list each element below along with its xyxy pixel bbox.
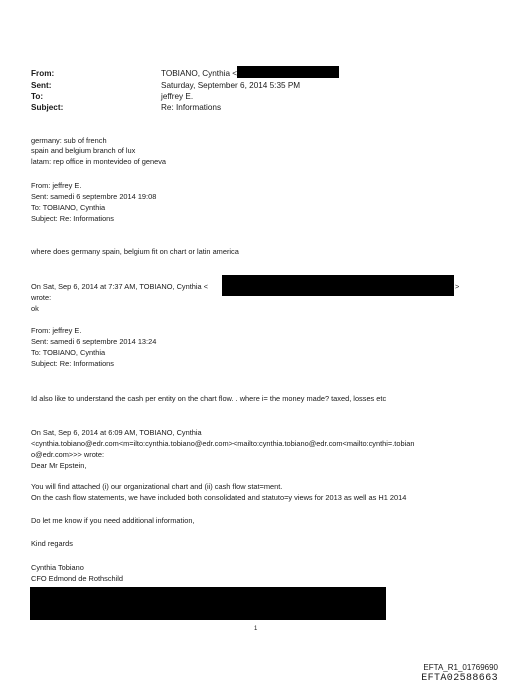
quote-address-line: <cynthia.tobiano@edr.com<m=ilto:cynthia.tobiano@edr.com><mailto:cynthia.tobiano@edr.com<mailto:cynthi=.tobian [31, 439, 415, 448]
signature-name: Cynthia Tobiano [31, 563, 84, 572]
page-number: 1 [254, 626, 258, 632]
quote-subject: Subject: Re: Informations [31, 359, 114, 368]
subject-label: Subject: [31, 103, 64, 112]
quote-on-line: On Sat, Sep 6, 2014 at 7:37 AM, TOBIANO, Cynthia < [31, 282, 208, 291]
quote-address-line: o@edr.com>>> wrote: [31, 450, 105, 459]
body-line: You will find attached (i) our organizational chart and (ii) cash flow stat=ment. [31, 482, 283, 491]
signature-title: CFO Edmond de Rothschild [31, 574, 124, 583]
from-label: From: [31, 69, 55, 78]
quote-to: To: TOBIANO, Cynthia [31, 203, 106, 212]
bates-number-small: EFTA_R1_01769690 [423, 663, 498, 672]
redaction-email-2 [222, 275, 454, 296]
body-line: germany: sub of french [31, 136, 107, 145]
sent-label: Sent: [31, 81, 52, 90]
quote-from: From: jeffrey E. [31, 326, 82, 335]
to-label: To: [31, 92, 44, 101]
body-line: ok [31, 304, 39, 313]
body-line: On the cash flow statements, we have included both consolidated and statuto=y views for 2013 as well as H1 2014 [31, 493, 407, 502]
greeting: Dear Mr Epstein, [31, 461, 87, 470]
body-line: Do let me know if you need additional information, [31, 516, 195, 525]
body-line: latam: rep office in montevideo of geneva [31, 157, 167, 166]
quote-sent: Sent: samedi 6 septembre 2014 13:24 [31, 337, 157, 346]
body-line: Id also like to understand the cash per entity on the chart flow. . where i= the money made? taxed, losses etc [31, 394, 387, 403]
quote-on-line: On Sat, Sep 6, 2014 at 6:09 AM, TOBIANO, Cynthia [31, 428, 202, 437]
quote-to: To: TOBIANO, Cynthia [31, 348, 106, 357]
body-line: where does germany spain, belgium fit on chart or latin america [31, 247, 239, 256]
quote-sent: Sent: samedi 6 septembre 2014 19:08 [31, 192, 157, 201]
quote-from: From: jeffrey E. [31, 181, 82, 190]
closing: Kind regards [31, 539, 73, 548]
bates-number-large: EFTA02588663 [421, 673, 498, 684]
subject-value: Re: Informations [161, 103, 222, 112]
quote-subject: Subject: Re: Informations [31, 214, 114, 223]
quote-wrote: wrote: [31, 293, 52, 302]
to-value: jeffrey E. [161, 92, 194, 101]
sent-value: Saturday, September 6, 2014 5:35 PM [161, 81, 301, 90]
body-line: spain and belgium branch of lux [31, 146, 136, 155]
quote-on-line-end: > [455, 282, 460, 291]
redaction-from-email [237, 66, 339, 78]
from-value: TOBIANO, Cynthia < [161, 69, 238, 78]
redaction-signature-block [30, 587, 386, 620]
